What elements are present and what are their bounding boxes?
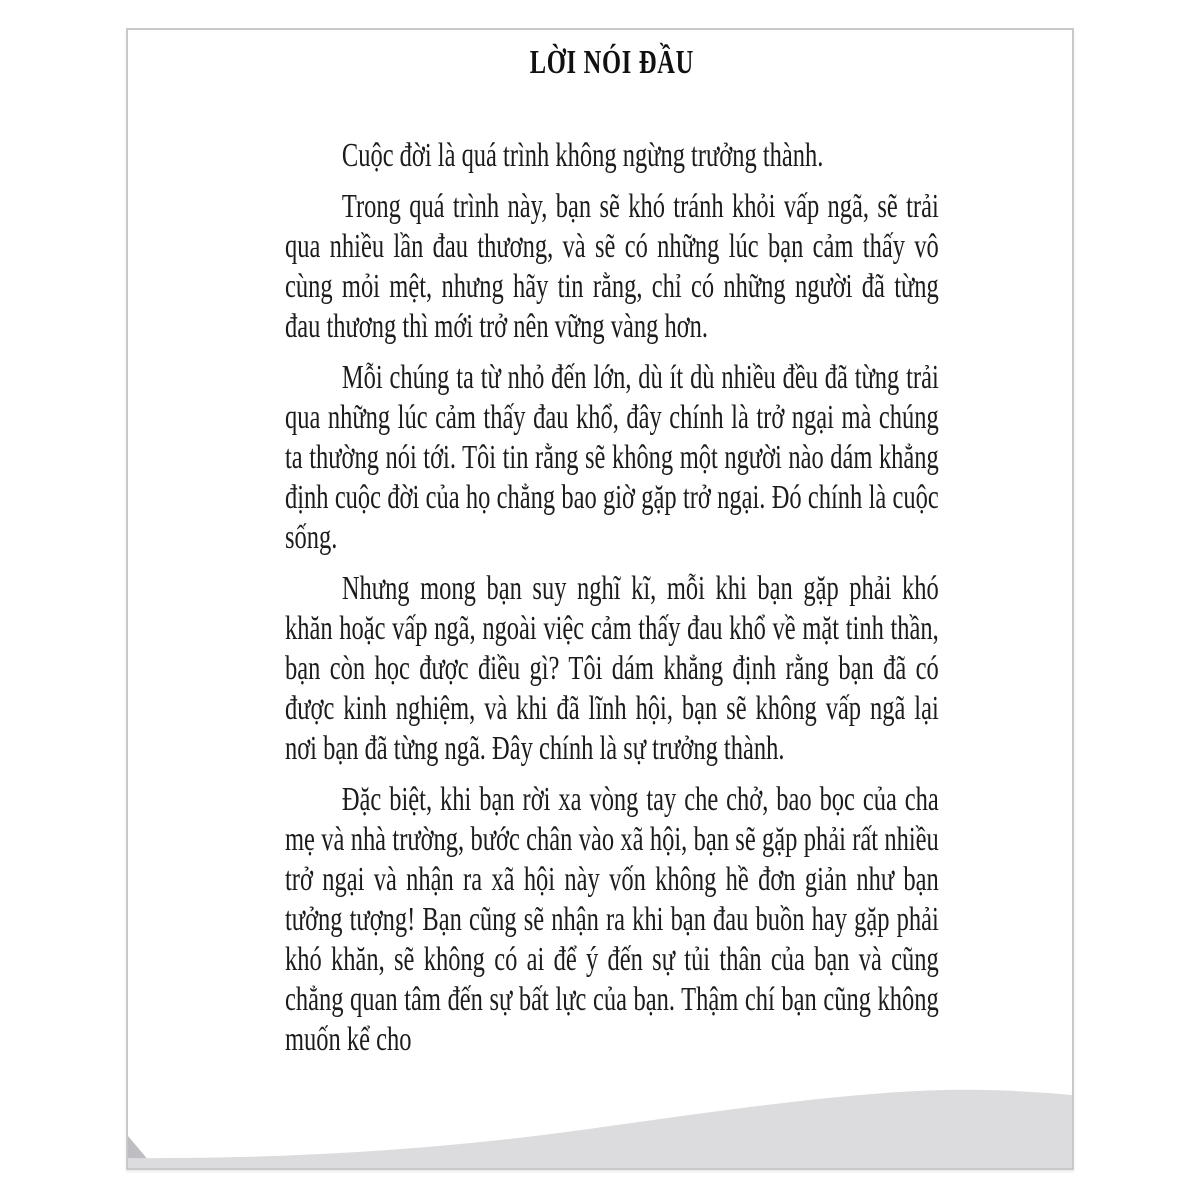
paragraph: Mỗi chúng ta từ nhỏ đến lớn, dù ít dù nhiều đều đã từng trải qua những lúc cảm thấy đau khổ, đây chính là trở ngại mà chúng ta thường nói tới. Tôi tin rằng sẽ không một người nào dám khẳng định cuộc đời của họ chẳng bao giờ gặp trở ngại. Đó chính là cuộc sống.: [285, 359, 939, 556]
paragraph: Nhưng mong bạn suy nghĩ kĩ, mỗi khi bạn gặp phải khó khăn hoặc vấp ngã, ngoài việc cảm thấy đau khổ về mặt tinh thần, bạn còn học được điều gì? Tôi dám khẳng định rằng bạn đã có được kinh nghiệm, và khi đã lĩnh hội, bạn sẽ không vấp ngã lại nơi bạn đã từng ngã. Đây chính là sự trưởng thành.: [285, 570, 939, 767]
body-text: [285, 136, 939, 1060]
page-content: [285, 30, 939, 1060]
paragraph: Cuộc đời là quá trình không ngừng trưởng thành.: [341, 137, 824, 174]
paragraph: Đặc biệt, khi bạn rời xa vòng tay che chở, bao bọc của cha mẹ và nhà trường, bước chân vào xã hội, bạn sẽ gặp phải rất nhiều trở ngại và nhận ra xã hội này vốn không hề đơn giản như bạn tưởng tượng! Bạn cũng sẽ nhận ra khi bạn đau buồn hay gặp phải khó khăn, sẽ không có ai để ý đến sự tủi thân của bạn và cũng chẳng quan tâm đến sự bất lực của bạn. Thậm chí bạn cũng không muốn kể cho: [285, 781, 939, 1058]
page: [126, 28, 1074, 1170]
page-corner-fold-shape: [128, 1136, 150, 1168]
page-curl-wave-shape: [128, 1090, 1072, 1168]
paragraph: Trong quá trình này, bạn sẽ khó tránh khỏi vấp ngã, sẽ trải qua nhiều lần đau thương, và sẽ có những lúc bạn cảm thấy vô cùng mỏi mệt, nhưng hãy tin rằng, chỉ có những người đã từng đau thương thì mới trở nên vững vàng hơn.: [285, 188, 939, 345]
page-title: LỜI NÓI ĐẦU: [529, 44, 695, 81]
